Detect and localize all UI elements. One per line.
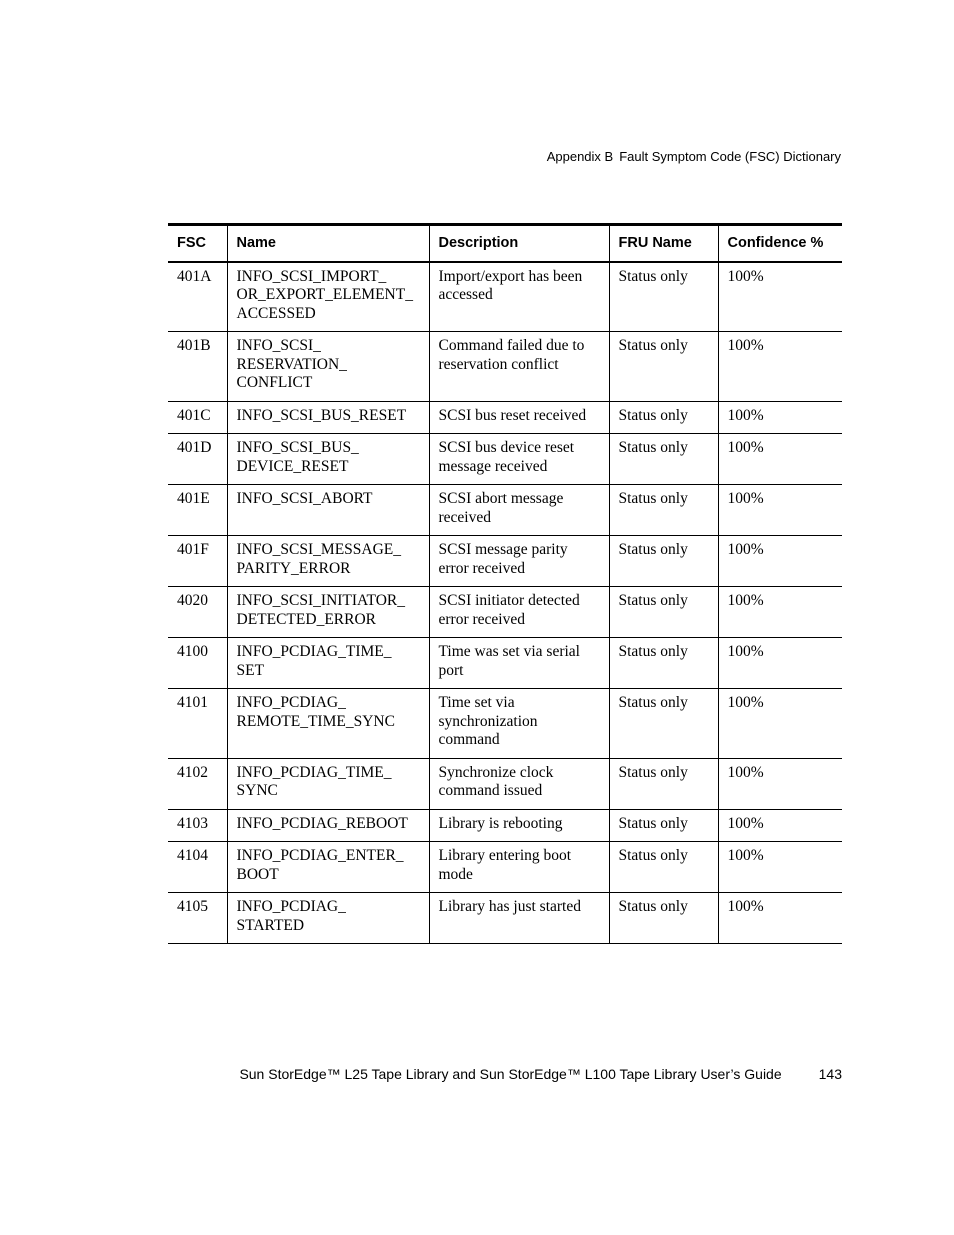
fsc-cell: 401E — [177, 490, 210, 507]
name-cell: INFO_PCDIAG_ENTER_ BOOT — [227, 842, 429, 893]
confidence-cell: 100% — [718, 893, 842, 944]
name-cell: INFO_PCDIAG_TIME_ SET — [227, 638, 429, 689]
confidence-cell: 100% — [718, 809, 842, 842]
fru-name-cell: Status only — [609, 842, 718, 893]
fru-name-cell: Status only — [609, 758, 718, 809]
name-cell: INFO_SCSI_MESSAGE_ PARITY_ERROR — [227, 536, 429, 587]
fru-name-cell: Status only — [609, 434, 718, 485]
fru-name-cell: Status only — [609, 332, 718, 402]
description-cell: SCSI abort message received — [429, 485, 609, 536]
fru-name-cell: Status only — [609, 893, 718, 944]
description-cell: SCSI message parity error received — [429, 536, 609, 587]
description-cell: Library has just started — [429, 893, 609, 944]
table-row — [168, 638, 842, 689]
table-row — [168, 758, 842, 809]
name-cell: INFO_SCSI_ABORT — [227, 485, 429, 536]
name-cell: INFO_SCSI_BUS_RESET — [227, 401, 429, 434]
column-header-fru-name: FRU Name — [609, 225, 718, 262]
fsc-cell: 4103 — [177, 814, 208, 832]
confidence-cell: 100% — [718, 485, 842, 536]
table-row — [168, 689, 842, 759]
description-cell: SCSI bus reset received — [429, 401, 609, 434]
name-cell: INFO_PCDIAG_ STARTED — [227, 893, 429, 944]
book-title: Sun StorEdge™ L25 Tape Library and Sun StorEdge™ L100 Tape Library User’s Guide — [239, 1066, 782, 1082]
fru-name-cell: Status only — [609, 485, 718, 536]
confidence-cell: 100% — [718, 434, 842, 485]
description-cell: Import/export has been accessed — [429, 262, 609, 332]
description-cell: Time set via synchronization command — [429, 689, 609, 759]
column-header-fsc: FSC — [177, 235, 206, 252]
fsc-cell: 401C — [177, 406, 211, 424]
confidence-cell: 100% — [718, 536, 842, 587]
table-row — [168, 434, 842, 485]
column-header-confidence: Confidence % — [718, 225, 842, 262]
description-cell: Synchronize clock command issued — [429, 758, 609, 809]
fsc-cell: 4102 — [177, 763, 208, 781]
confidence-cell: 100% — [718, 262, 842, 332]
confidence-cell: 100% — [718, 689, 842, 759]
fru-name-cell: Status only — [609, 262, 718, 332]
fru-name-cell: Status only — [609, 689, 718, 759]
fsc-cell: 4100 — [177, 643, 208, 660]
name-cell: INFO_SCSI_BUS_ DEVICE_RESET — [227, 434, 429, 485]
fru-name-cell: Status only — [609, 809, 718, 842]
name-cell: INFO_SCSI_IMPORT_ OR_EXPORT_ELEMENT_ ACCESSED — [227, 262, 429, 332]
confidence-cell: 100% — [718, 332, 842, 402]
description-cell: Time was set via serial port — [429, 638, 609, 689]
name-cell: INFO_SCSI_INITIATOR_ DETECTED_ERROR — [227, 587, 429, 638]
table-row — [168, 893, 842, 944]
name-cell: INFO_SCSI_ RESERVATION_ CONFLICT — [227, 332, 429, 402]
table-row — [168, 262, 842, 332]
fsc-cell: 4104 — [177, 847, 208, 864]
fsc-dictionary-table — [168, 223, 842, 944]
fsc-cell: 401F — [177, 541, 209, 558]
fsc-cell: 4020 — [177, 592, 208, 609]
column-header-name: Name — [227, 225, 429, 262]
fsc-cell: 4105 — [177, 898, 208, 915]
name-cell: INFO_PCDIAG_ REMOTE_TIME_SYNC — [227, 689, 429, 759]
description-cell: Library entering boot mode — [429, 842, 609, 893]
table-row — [168, 587, 842, 638]
table-row — [168, 809, 842, 842]
fru-name-cell: Status only — [609, 638, 718, 689]
confidence-cell: 100% — [718, 638, 842, 689]
table-row — [168, 332, 842, 402]
fsc-cell: 401A — [177, 267, 212, 285]
table-row — [168, 401, 842, 434]
confidence-cell: 100% — [718, 401, 842, 434]
fsc-cell: 4101 — [177, 694, 208, 711]
description-cell: Command failed due to reservation conflict — [429, 332, 609, 402]
table-row — [168, 536, 842, 587]
page-number: 143 — [818, 1066, 842, 1082]
appendix-label: Appendix B — [546, 149, 614, 164]
confidence-cell: 100% — [718, 587, 842, 638]
confidence-cell: 100% — [718, 758, 842, 809]
fru-name-cell: Status only — [609, 536, 718, 587]
confidence-cell: 100% — [718, 842, 842, 893]
name-cell: INFO_PCDIAG_REBOOT — [227, 809, 429, 842]
running-header — [547, 149, 841, 164]
table-header-row — [168, 225, 842, 262]
fru-name-cell: Status only — [609, 401, 718, 434]
chapter-title: Fault Symptom Code (FSC) Dictionary — [619, 149, 841, 164]
table-row — [168, 485, 842, 536]
table-row — [168, 842, 842, 893]
description-cell: Library is rebooting — [429, 809, 609, 842]
fsc-cell: 401B — [177, 337, 211, 354]
description-cell: SCSI bus device reset message received — [429, 434, 609, 485]
description-cell: SCSI initiator detected error received — [429, 587, 609, 638]
name-cell: INFO_PCDIAG_TIME_ SYNC — [227, 758, 429, 809]
fru-name-cell: Status only — [609, 587, 718, 638]
column-header-description: Description — [429, 225, 609, 262]
fsc-cell: 401D — [177, 439, 212, 456]
running-footer — [239, 1066, 842, 1082]
